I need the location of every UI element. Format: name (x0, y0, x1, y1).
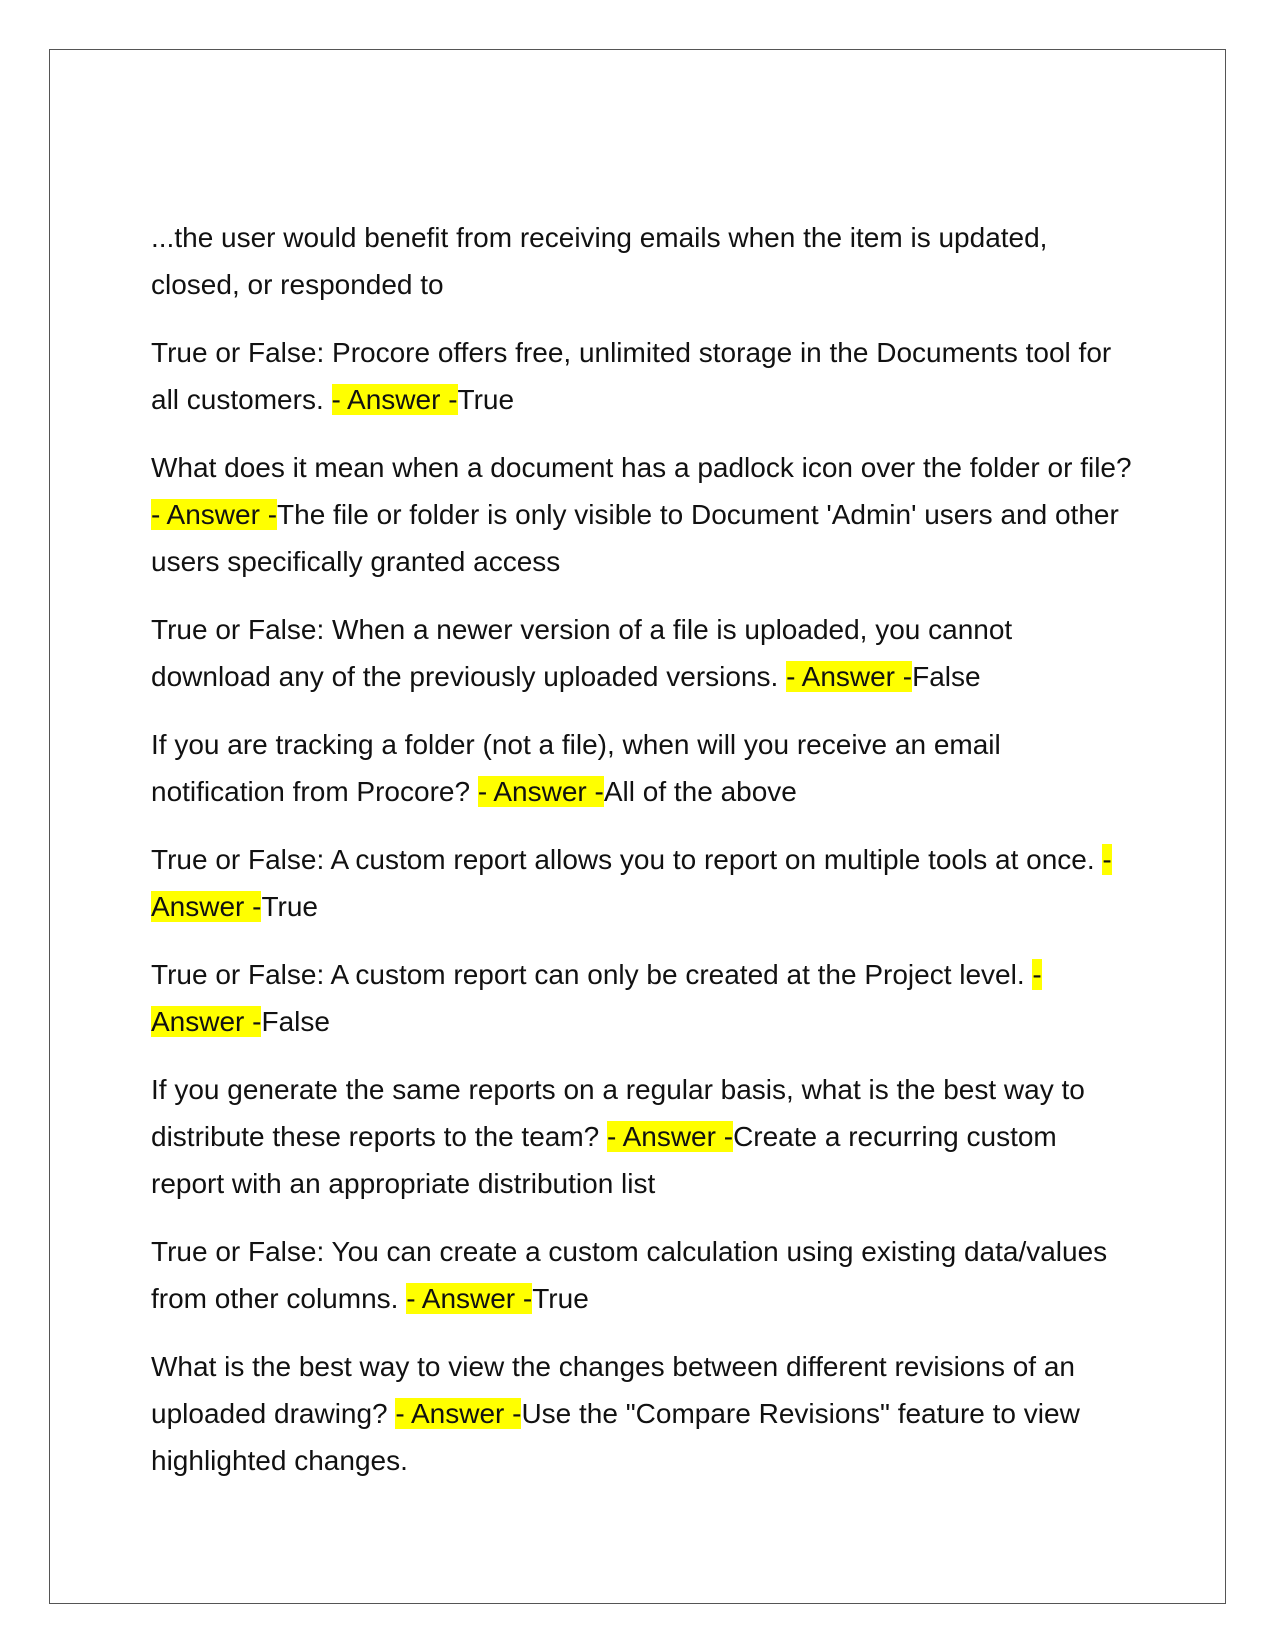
question-text: If you generate the same reports on a regular basis, what is the best way to distribute these reports to the team? (151, 1074, 1085, 1152)
answer-text: Create a recurring custom report with an appropriate distribution list (151, 1121, 1057, 1199)
answer-text: False (261, 1006, 330, 1037)
qa-paragraph (151, 214, 1136, 308)
answer-marker: - Answer - (151, 959, 1042, 1037)
question-text: If you are tracking a folder (not a file), when will you receive an email notification from Procore? (151, 729, 1001, 807)
question-text: True or False: A custom report can only be created at the Project level. (151, 959, 1033, 990)
answer-text: True (457, 384, 515, 415)
qa-paragraph (151, 1066, 1136, 1207)
question-text: True or False: Procore offers free, unlimited storage in the Documents tool for all customers. (151, 337, 1112, 415)
question-text: True or False: When a newer version of a file is uploaded, you cannot download any of the previously uploaded versions. (151, 614, 1013, 692)
qa-paragraph (151, 836, 1136, 930)
answer-marker: - Answer - (406, 1283, 533, 1314)
qa-paragraph (151, 606, 1136, 700)
question-text: What is the best way to view the changes between different revisions of an uploaded drawing? (151, 1351, 1075, 1429)
document-body (151, 214, 1136, 1505)
question-text: True or False: You can create a custom calculation using existing data/values from other columns. (151, 1236, 1108, 1314)
answer-marker: - Answer - (607, 1121, 734, 1152)
answer-text: The file or folder is only visible to Document 'Admin' users and other users specifically granted access (151, 499, 1119, 577)
answer-marker: - Answer - (477, 776, 604, 807)
answer-text: True (532, 1283, 589, 1314)
answer-marker: - Answer - (151, 499, 278, 530)
answer-marker: - Answer - (395, 1398, 522, 1429)
question-text: True or False: A custom report allows you to report on multiple tools at once. (151, 844, 1103, 875)
qa-paragraph (151, 1343, 1136, 1484)
question-text: ...the user would benefit from receiving emails when the item is updated, closed, or responded to (151, 222, 1048, 300)
qa-paragraph (151, 444, 1136, 585)
answer-text: Use the "Compare Revisions" feature to view highlighted changes. (151, 1398, 1080, 1476)
answer-text: False (912, 661, 981, 692)
qa-paragraph (151, 329, 1136, 423)
answer-text: True (261, 891, 319, 922)
question-text: What does it mean when a document has a padlock icon over the folder or file? (151, 452, 1132, 483)
qa-paragraph (151, 951, 1136, 1045)
answer-marker: - Answer - (151, 844, 1112, 922)
qa-paragraph (151, 1228, 1136, 1322)
answer-marker: - Answer - (786, 661, 913, 692)
answer-text: All of the above (603, 776, 797, 807)
qa-paragraph (151, 721, 1136, 815)
answer-marker: - Answer - (331, 384, 458, 415)
